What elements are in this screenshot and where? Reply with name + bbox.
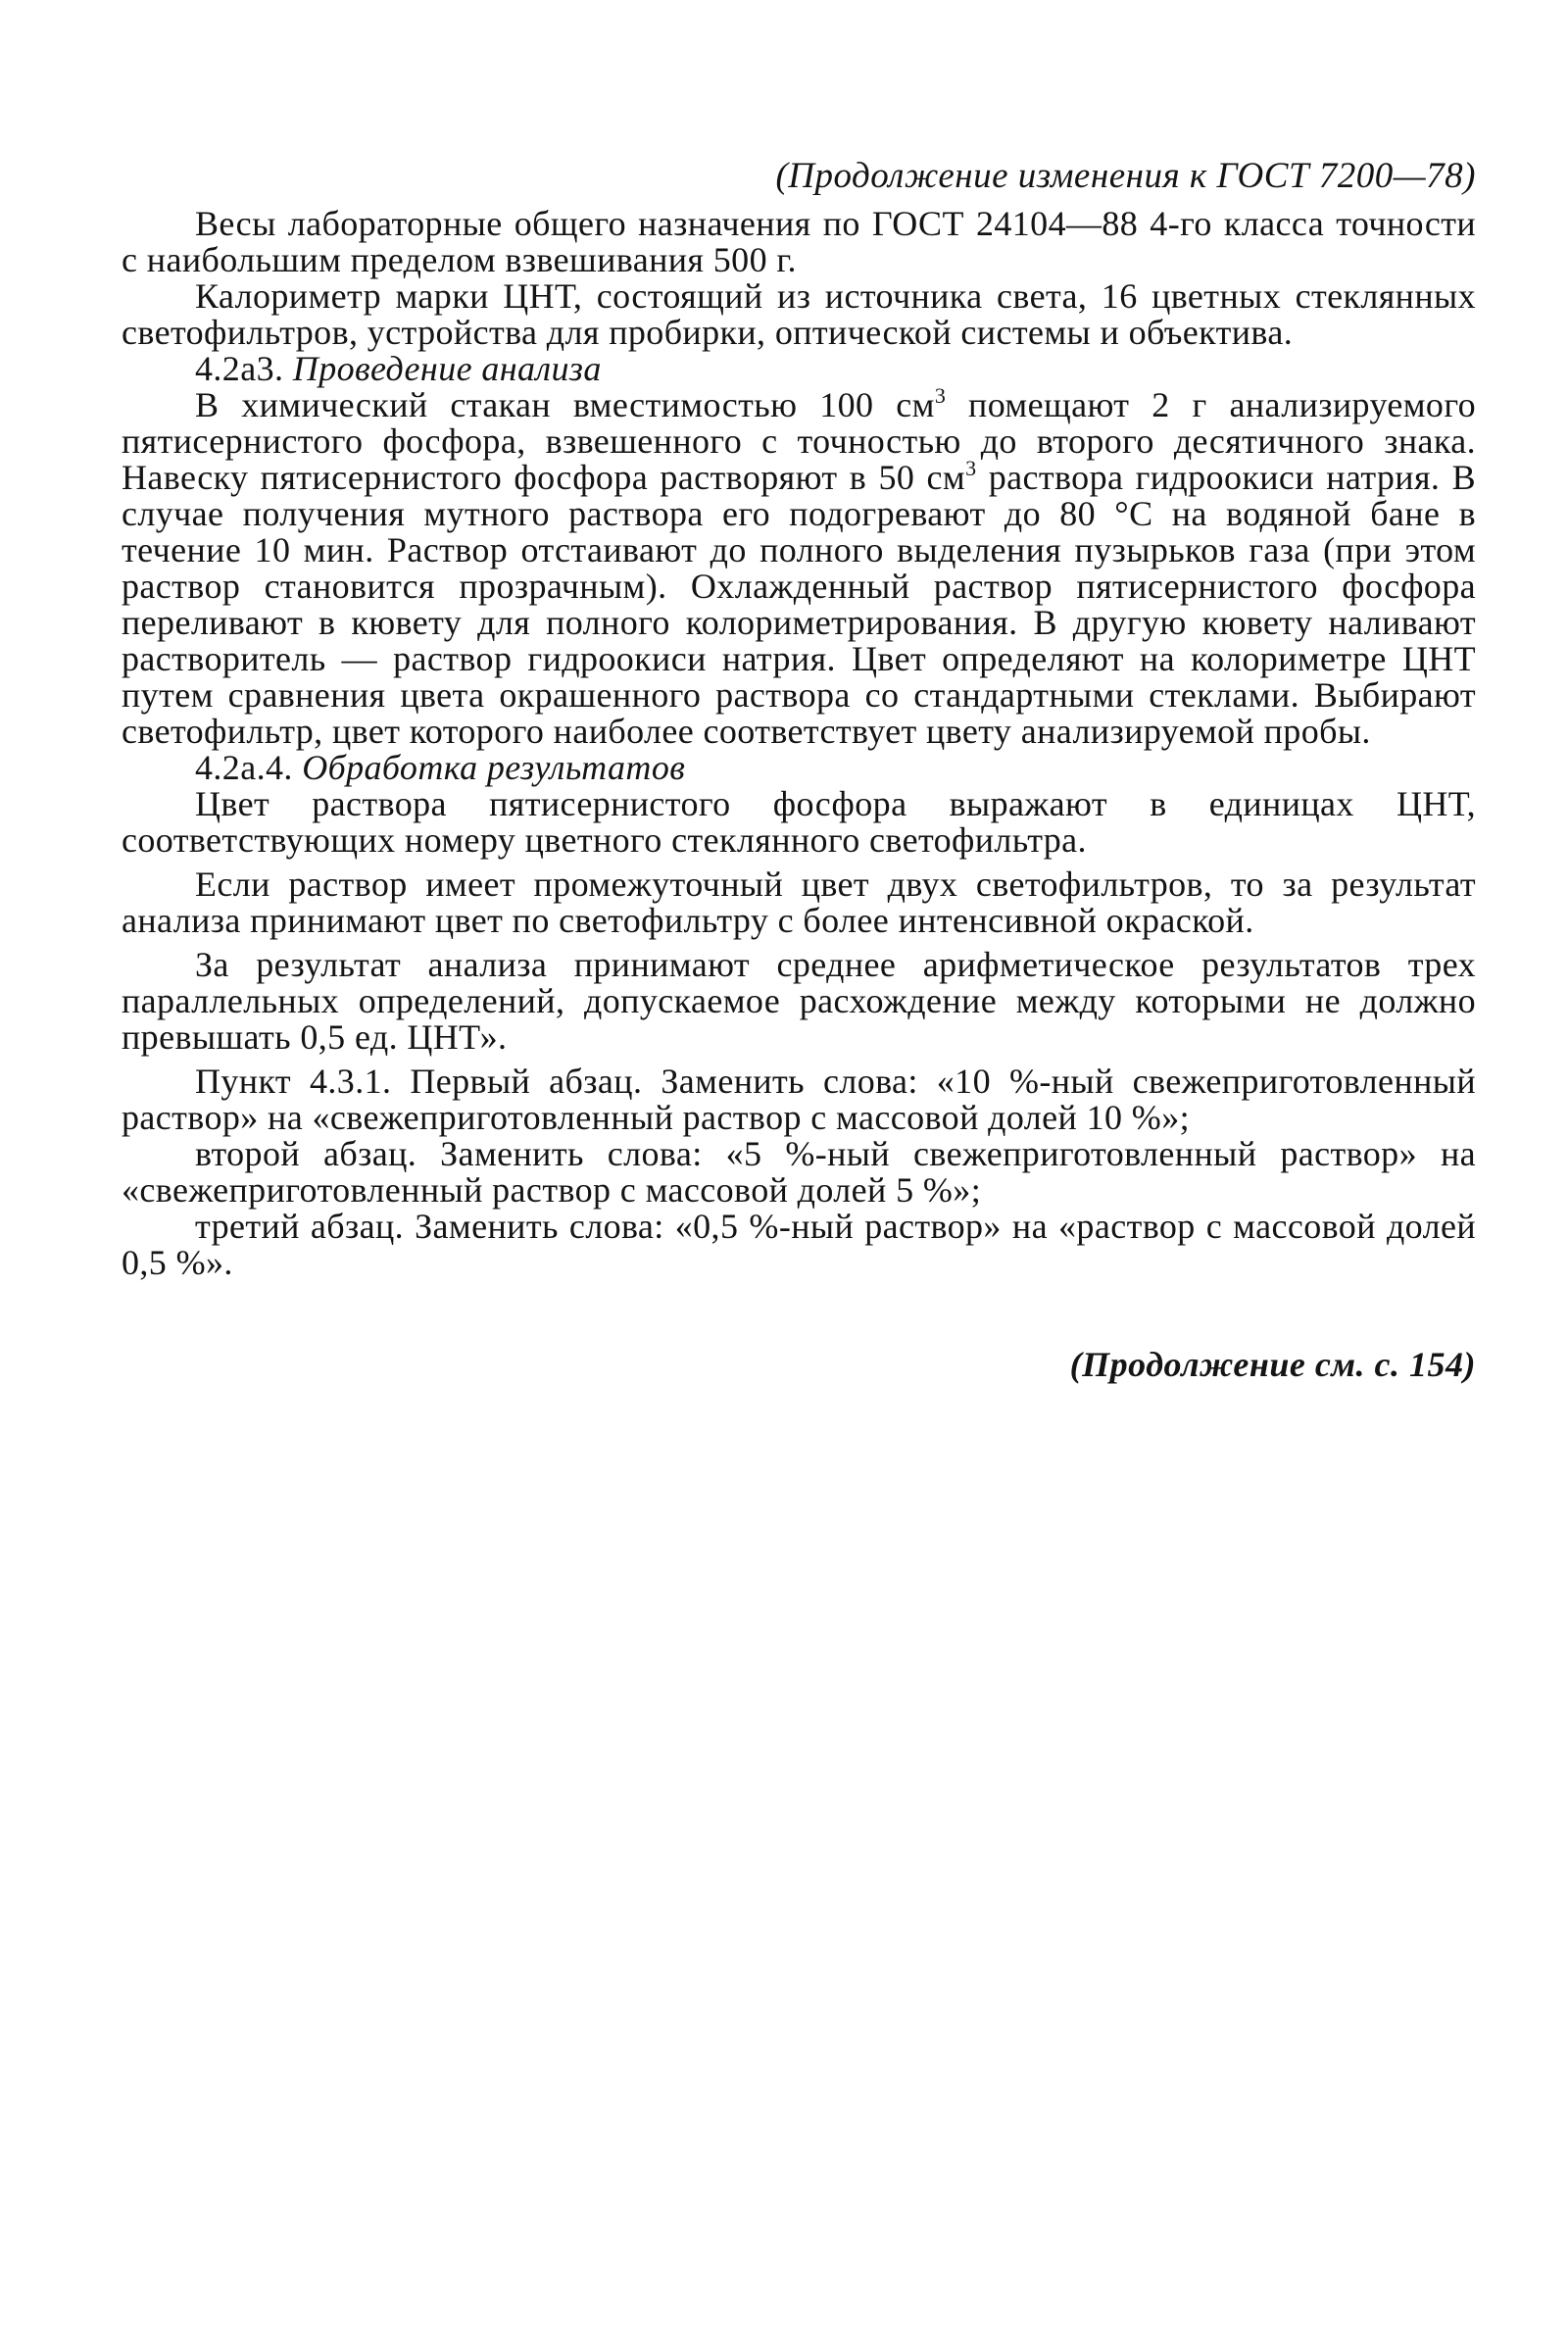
paragraph-color-expression: Цвет раствора пятисернистого фосфора выражают в единицах ЦНТ, соответствующих номеру цветного стеклянного светофильтра. bbox=[122, 784, 1476, 860]
continuation-header: (Продолжение изменения к ГОСТ 7200—78) bbox=[775, 156, 1476, 196]
section-title: Проведение анализа bbox=[292, 349, 602, 388]
section-heading-analysis bbox=[122, 351, 1476, 387]
section-heading-results bbox=[122, 750, 1476, 786]
paragraph-clause-4-3-1: Пункт 4.3.1. Первый абзац. Заменить слова: «10 %-ный свежеприготовленный раствор» на «свежеприготовленный раствор с массовой долей 10 %»; bbox=[122, 1062, 1476, 1137]
document-body bbox=[122, 206, 1476, 1281]
text-run: В химический стакан вместимостью 100 см bbox=[195, 385, 935, 424]
continuation-footer: (Продолжение см. с. 154) bbox=[1069, 1345, 1476, 1384]
text-run: раствора гидроокиси натрия. В случае получения мутного раствора его подогревают до 80 °С на водяной бане в течение 10 мин. Раствор отстаивают до полного выделения пузырьков газа (при этом раствор становится прозрачным). Охлажденный раствор пятисернистого фосфора переливают в кювету для полного колориметрирования. В другую кювету наливают растворитель — раствор гидроокиси натрия. Цвет определяют на колориметре ЦНТ путем сравнения цвета окрашенного раствора со стандартными стеклами. Выбирают светофильтр, цвет которого наиболее соответствует цвету анализируемой пробы. bbox=[122, 458, 1476, 751]
superscript: 3 bbox=[965, 456, 977, 480]
paragraph-result-mean: За результат анализа принимают среднее арифметическое результатов трех параллельных определений, допускаемое расхождение между которыми не должно превышать 0,5 ед. ЦНТ». bbox=[122, 945, 1476, 1057]
text-run: помещают 2 г анализируемого пятисернистого фосфора, взвешенного с точностью до второго десятичного знака. Навеску пятисернистого фосфора растворяют в 50 см bbox=[122, 385, 1476, 497]
section-number: 4.2а3. bbox=[195, 349, 284, 388]
paragraph-colorimeter: Калориметр марки ЦНТ, состоящий из источника света, 16 цветных стеклянных светофильтров, устройства для пробирки, оптической системы и объектива. bbox=[122, 276, 1476, 352]
paragraph-third-subparagraph: третий абзац. Заменить слова: «0,5 %-ный раствор» на «раствор с массовой долей 0,5 %». bbox=[122, 1207, 1476, 1282]
paragraph-analysis-procedure bbox=[122, 383, 1476, 751]
paragraph-second-subparagraph: второй абзац. Заменить слова: «5 %-ный свежеприготовленный раствор» на «свежеприготовленный раствор с массовой долей 5 %»; bbox=[122, 1134, 1476, 1210]
superscript: 3 bbox=[934, 383, 947, 408]
section-number: 4.2а.4. bbox=[195, 748, 293, 787]
paragraph-intermediate-color: Если раствор имеет промежуточный цвет двух светофильтров, то за результат анализа принимают цвет по светофильтру с более интенсивной окраской. bbox=[122, 865, 1476, 940]
section-title: Обработка результатов bbox=[302, 748, 686, 787]
paragraph-scales: Весы лабораторные общего назначения по ГОСТ 24104—88 4-го класса точности с наибольшим пределом взвешивания 500 г. bbox=[122, 204, 1476, 279]
